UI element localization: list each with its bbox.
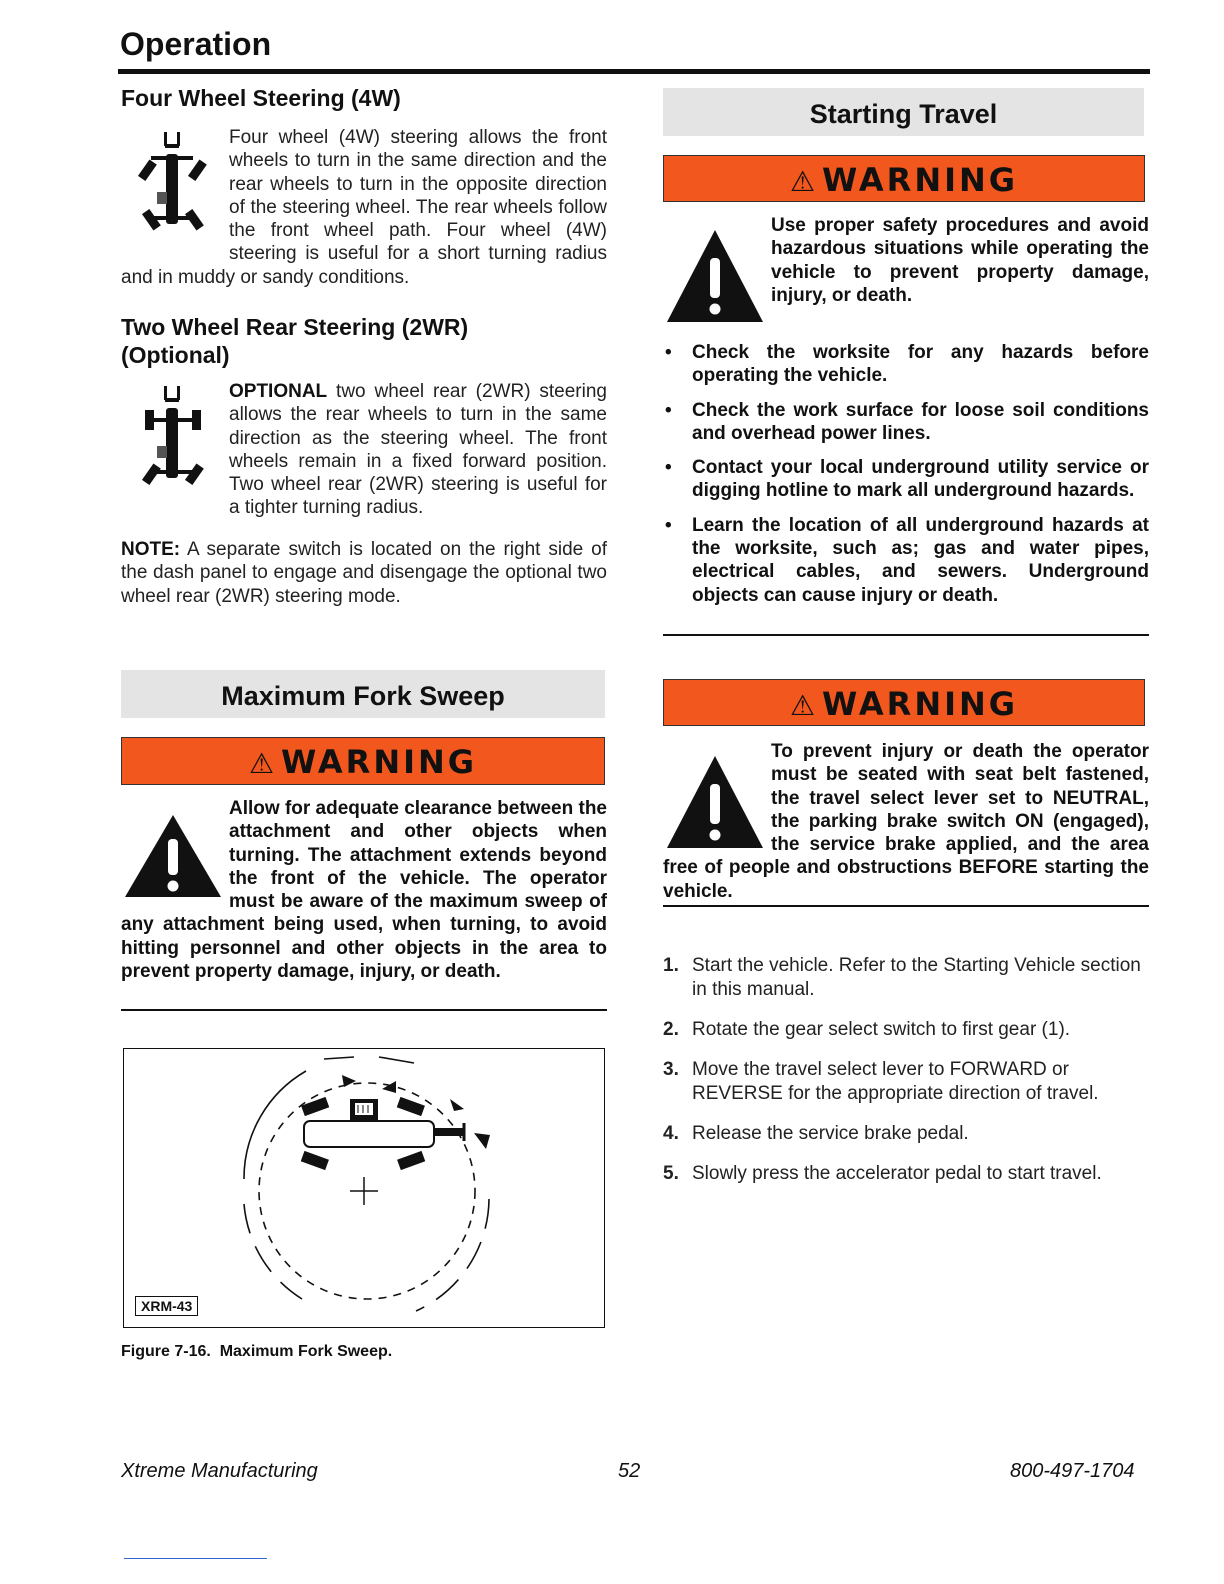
two-wheel-text: two wheel rear (2WR) steering allows the rear wheels to turn in the same direction as the steering wheel. The front wheels remain in a fixed forward position. Two wheel rear (2WR) steering is useful for a tighter turning radius. — [229, 381, 607, 519]
starting-travel-warning2-label: WARNING — [822, 685, 1019, 723]
warning-divider — [121, 1009, 607, 1011]
figure-caption-text: Maximum Fork Sweep. — [219, 1343, 393, 1360]
fork-sweep-banner: Maximum Fork Sweep — [121, 670, 605, 718]
four-wheel-steering-icon — [121, 126, 225, 244]
warning-divider — [663, 634, 1149, 636]
two-wheel-section — [121, 380, 607, 520]
list-item: • Learn the location of all underground hazards at the worksite, such as; gas and water pipes, electrical cables, and sewers. Underground objects can cause injury or death. — [663, 514, 1149, 607]
list-item: 4. Release the service brake pedal. — [663, 1123, 969, 1144]
list-item: • Check the worksite for any hazards before operating the vehicle. — [663, 341, 1149, 388]
starting-travel-warning2-text: To prevent injury or death the operator must be seated with seat belt fastened, the travel select lever set to NEUTRAL, the parking brake switch ON (engaged), the service brake applied, and the area free of people and obstructions BEFORE starting the vehicle. — [663, 741, 1149, 902]
hazard-exclamation-icon — [663, 752, 767, 852]
figure-caption — [121, 1343, 392, 1361]
starting-travel-warning2-body — [663, 740, 1149, 903]
list-item: • Check the work surface for loose soil conditions and overhead power lines. — [663, 399, 1149, 446]
fork-sweep-warning-label: WARNING — [281, 743, 478, 781]
four-wheel-heading: Four Wheel Steering (4W) — [121, 85, 401, 111]
hazard-exclamation-icon — [663, 226, 767, 326]
list-item: 3. Move the travel select lever to FORWARD or REVERSE for the appropriate direction of travel. — [663, 1059, 1099, 1104]
fork-sweep-figure — [123, 1048, 605, 1328]
list-item: 5. Slowly press the accelerator pedal to start travel. — [663, 1163, 1102, 1184]
fork-sweep-warning-text: Allow for adequate clearance between the attachment and other objects when turning. The attachment extends beyond the front of the vehicle. The operator must be aware of the maximum sweep of any attachment being used, when turning, to avoid hitting personnel and other objects in the area to prevent property damage, injury, or death. — [121, 798, 607, 983]
fork-sweep-diagram — [124, 1049, 604, 1327]
fork-sweep-warning-body — [121, 797, 607, 983]
note-label: NOTE: — [121, 539, 181, 560]
page-title: Operation — [120, 26, 272, 62]
two-wheel-lead: OPTIONAL — [229, 381, 328, 402]
footer-phone: 800-497-1704 — [1010, 1460, 1135, 1482]
list-item: 1. Start the vehicle. Refer to the Starting Vehicle section in this manual. — [663, 955, 1141, 1000]
starting-travel-warning1-body — [663, 214, 1149, 326]
note-text: A separate switch is located on the right side of the dash panel to engage and disengage the optional two wheel rear (2WR) steering mode. — [121, 539, 607, 607]
two-wheel-heading — [121, 313, 468, 369]
footer-page-number: 52 — [618, 1460, 641, 1482]
starting-steps-list — [663, 954, 1149, 1202]
hazard-exclamation-icon — [121, 811, 225, 901]
footnote-link-rule — [124, 1558, 267, 1559]
two-wheel-heading-line2: (Optional) — [121, 342, 230, 368]
warning-triangle-icon: ⚠ — [789, 689, 819, 722]
four-wheel-text: Four wheel (4W) steering allows the front wheels to turn in the same direction and the rear wheels to turn in the opposite direction of the steering wheel. The rear wheels follow the front wheel path. Four wheel (4W) steering is useful for a short turning radius and in muddy or sandy conditions. — [121, 127, 607, 288]
warning-triangle-icon: ⚠ — [248, 747, 278, 780]
note-paragraph — [121, 538, 607, 608]
starting-travel-warning2-header — [663, 679, 1145, 726]
fork-sweep-warning-header — [121, 737, 605, 785]
figure-tag: XRM-43 — [135, 1296, 198, 1316]
list-item: • Contact your local underground utility service or digging hotline to mark all underground hazards. — [663, 456, 1149, 503]
warning-triangle-icon: ⚠ — [789, 165, 819, 198]
two-wheel-steering-icon — [121, 380, 225, 498]
four-wheel-section — [121, 126, 607, 289]
warning-divider — [663, 905, 1149, 907]
two-wheel-heading-line1: Two Wheel Rear Steering (2WR) — [121, 314, 469, 340]
hazard-checklist — [663, 341, 1149, 618]
starting-travel-warning1-label: WARNING — [822, 161, 1019, 199]
list-item: 2. Rotate the gear select switch to first gear (1). — [663, 1019, 1071, 1040]
starting-travel-warning1-header — [663, 155, 1145, 202]
starting-travel-warning1-text: Use proper safety procedures and avoid hazardous situations while operating the vehicle to prevent property damage, injury, or death. — [771, 215, 1149, 306]
footer-company: Xtreme Manufacturing — [121, 1460, 318, 1482]
starting-travel-banner: Starting Travel — [663, 88, 1144, 136]
title-divider — [118, 69, 1150, 74]
figure-caption-label: Figure 7-16. — [121, 1343, 211, 1360]
